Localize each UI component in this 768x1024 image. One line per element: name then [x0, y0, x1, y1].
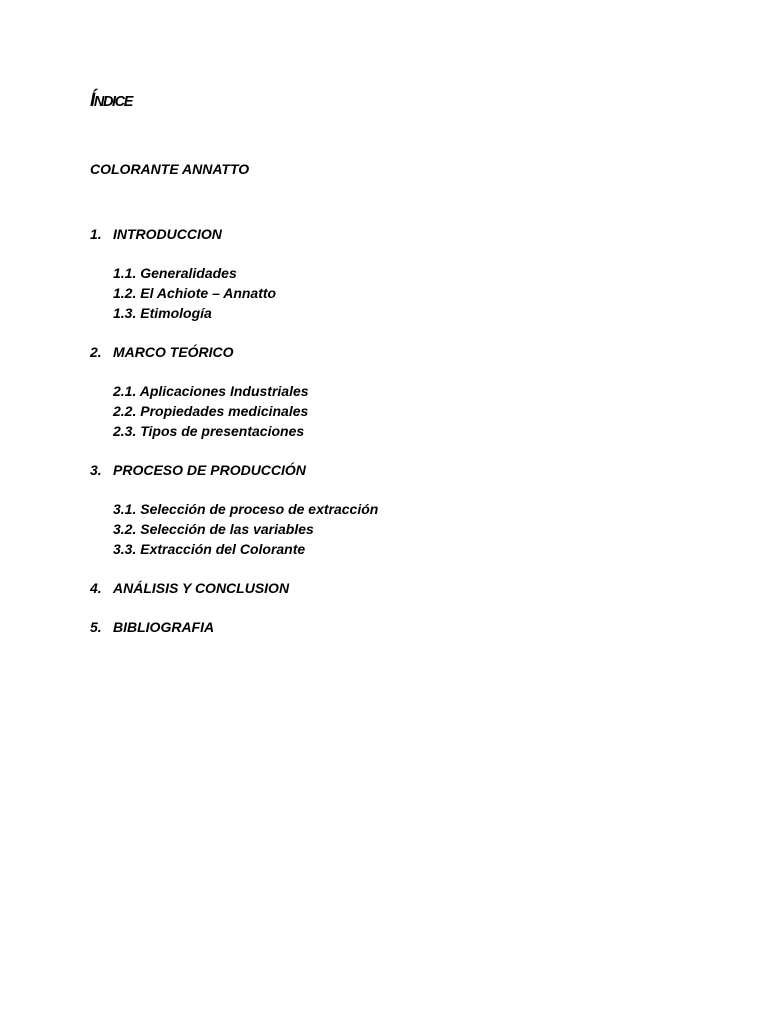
- toc-section-1: [90, 226, 222, 242]
- toc-section-number: 4.: [90, 580, 102, 596]
- toc-item-2-2: 2.2. Propiedades medicinales: [113, 403, 309, 419]
- toc-section-3: [90, 462, 306, 478]
- toc-item-3-1: 3.1. Selección de proceso de extracción: [113, 501, 379, 517]
- toc-item-1-2: 1.2. El Achiote – Annatto: [113, 285, 277, 301]
- toc-section-title: PROCESO DE PRODUCCIÓN: [113, 462, 306, 478]
- toc-section-title: INTRODUCCION: [113, 226, 222, 242]
- page-title: [90, 90, 132, 112]
- page-title-rest: NDICE: [93, 94, 133, 110]
- toc-section-4: [90, 580, 289, 596]
- toc-section-5: [90, 619, 214, 635]
- page-title-initial: Í: [90, 90, 94, 111]
- toc-item-1-3: 1.3. Etimología: [113, 305, 212, 321]
- toc-section-title: BIBLIOGRAFIA: [113, 619, 215, 635]
- toc-item-2-1: 2.1. Aplicaciones Industriales: [113, 383, 309, 399]
- toc-section-2: [90, 344, 234, 360]
- document-subtitle: COLORANTE ANNATTO: [90, 161, 250, 177]
- toc-section-title: ANÁLISIS Y CONCLUSION: [113, 580, 290, 596]
- toc-section-number: 1.: [90, 226, 102, 242]
- toc-item-3-2: 3.2. Selección de las variables: [113, 521, 314, 537]
- toc-section-title: MARCO TEÓRICO: [113, 344, 234, 360]
- toc-item-3-3: 3.3. Extracción del Colorante: [113, 541, 306, 557]
- toc-item-2-3: 2.3. Tipos de presentaciones: [113, 423, 305, 439]
- toc-section-number: 5.: [90, 619, 102, 635]
- toc-section-number: 2.: [90, 344, 102, 360]
- toc-section-number: 3.: [90, 462, 102, 478]
- toc-item-1-1: 1.1. Generalidades: [113, 265, 237, 281]
